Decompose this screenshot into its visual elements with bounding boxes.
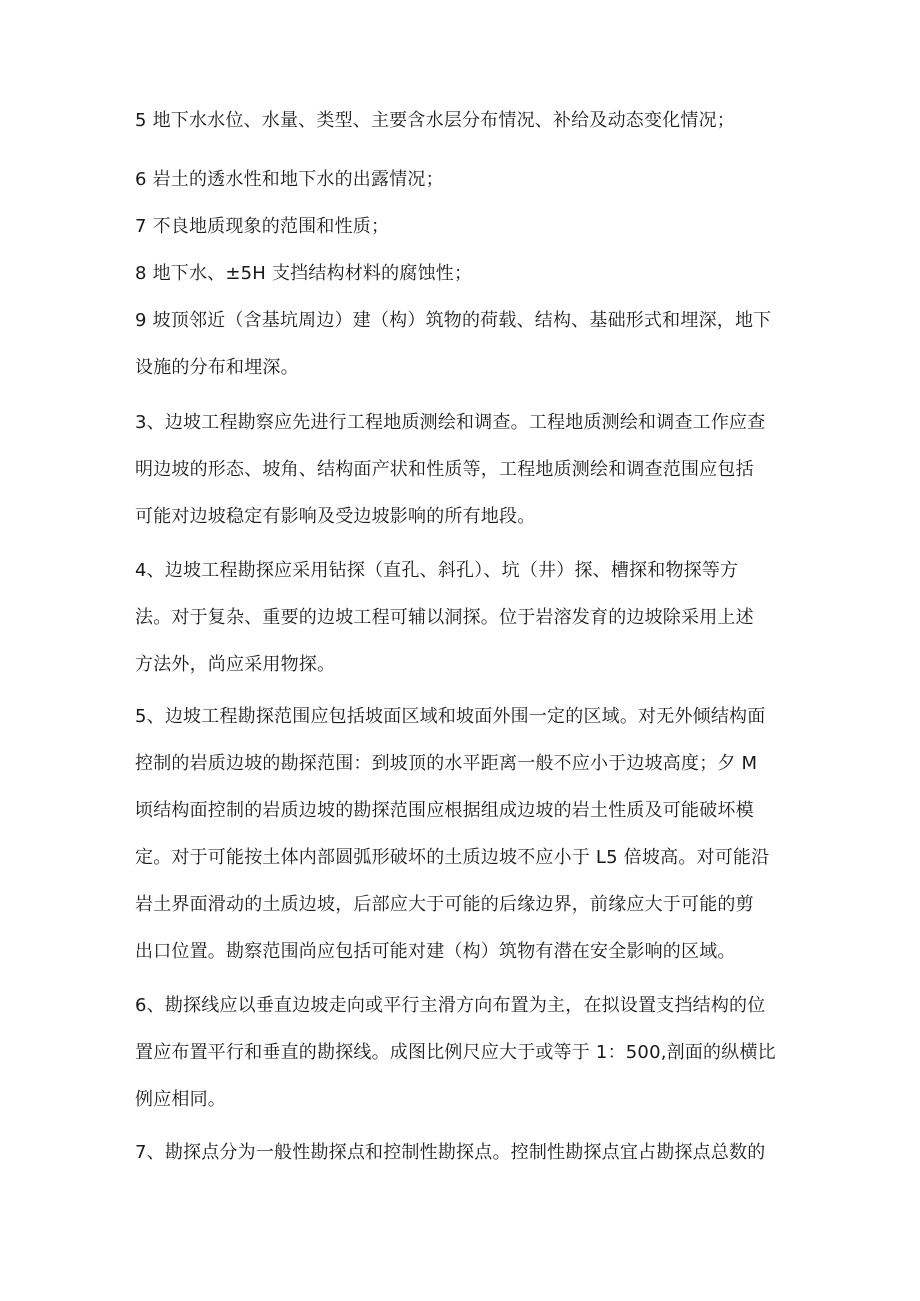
text-line: 出口位置。勘察范围尚应包括可能对建（构）筑物有潜在安全影响的区域。: [135, 941, 736, 962]
text-line: 岩土界面滑动的土质边坡，后部应大于可能的后缘边界，前缘应大于可能的剪: [135, 894, 754, 915]
text-line: 7 不良地质现象的范围和性质；: [135, 216, 390, 237]
text-line: 顷结构面控制的岩质边坡的勘探范围应根据组成边坡的岩土性质及可能破坏模: [135, 800, 754, 821]
paragraph-item-4-exploration: [135, 547, 785, 688]
paragraph-permeability: [135, 156, 785, 203]
paragraph-item-7-survey-points: [135, 1129, 785, 1176]
paragraph-item-3-mapping: [135, 399, 785, 540]
paragraph-item-5-scope: [135, 693, 785, 975]
paragraph-groundwater-level: [135, 97, 785, 144]
text-line: 3、边坡工程勘察应先进行工程地质测绘和调查。工程地质测绘和调查工作应查: [135, 412, 766, 433]
text-line: 4、边坡工程勘探应采用钻探（直孔、斜孔）、坑（井）探、槽探和物探等方: [135, 560, 739, 581]
paragraph-adverse-geology: [135, 203, 785, 250]
text-line: 6、勘探线应以垂直边坡走向或平行主滑方向布置为主，在拟设置支挡结构的位: [135, 995, 766, 1016]
text-line: 可能对边坡稳定有影响及受边坡影响的所有地段。: [135, 506, 536, 527]
text-line: 方法外，尚应采用物探。: [135, 654, 336, 675]
text-line: 明边坡的形态、坡角、结构面产状和性质等，工程地质测绘和调查范围应包括: [135, 459, 754, 480]
text-line: 控制的岩质边坡的勘探范围：到坡顶的水平距离一般不应小于边坡高度；夕 M: [135, 753, 758, 774]
text-line: 9 坡顶邻近（含基坑周边）建（构）筑物的荷载、结构、基础形式和埋深，地下: [135, 310, 772, 331]
text-line: 置应布置平行和垂直的勘探线。成图比例尺应大于或等于 1：500,剖面的纵横比: [135, 1042, 776, 1063]
text-line: 5、边坡工程勘探范围应包括坡面区域和坡面外围一定的区域。对无外倾结构面: [135, 706, 766, 727]
paragraph-adjacent-structures: [135, 297, 785, 391]
text-line: 5 地下水水位、水量、类型、主要含水层分布情况、补给及动态变化情况；: [135, 110, 735, 131]
text-line: 例应相同。: [135, 1089, 226, 1110]
text-line: 设施的分布和埋深。: [135, 357, 299, 378]
text-line: 法。对于复杂、重要的边坡工程可辅以洞探。位于岩溶发育的边坡除采用上述: [135, 607, 754, 628]
text-line: 8 地下水、±5H 支挡结构材料的腐蚀性；: [135, 263, 473, 284]
paragraph-corrosion: [135, 250, 785, 297]
text-line: 定。对于可能按土体内部圆弧形破坏的土质边坡不应小于 L5 倍坡高。对可能沿: [135, 847, 770, 868]
text-line: 6 岩土的透水性和地下水的出露情况；: [135, 169, 444, 190]
text-line: 7、勘探点分为一般性勘探点和控制性勘探点。控制性勘探点宜占勘探点总数的: [135, 1142, 766, 1163]
paragraph-item-6-survey-lines: [135, 982, 785, 1123]
